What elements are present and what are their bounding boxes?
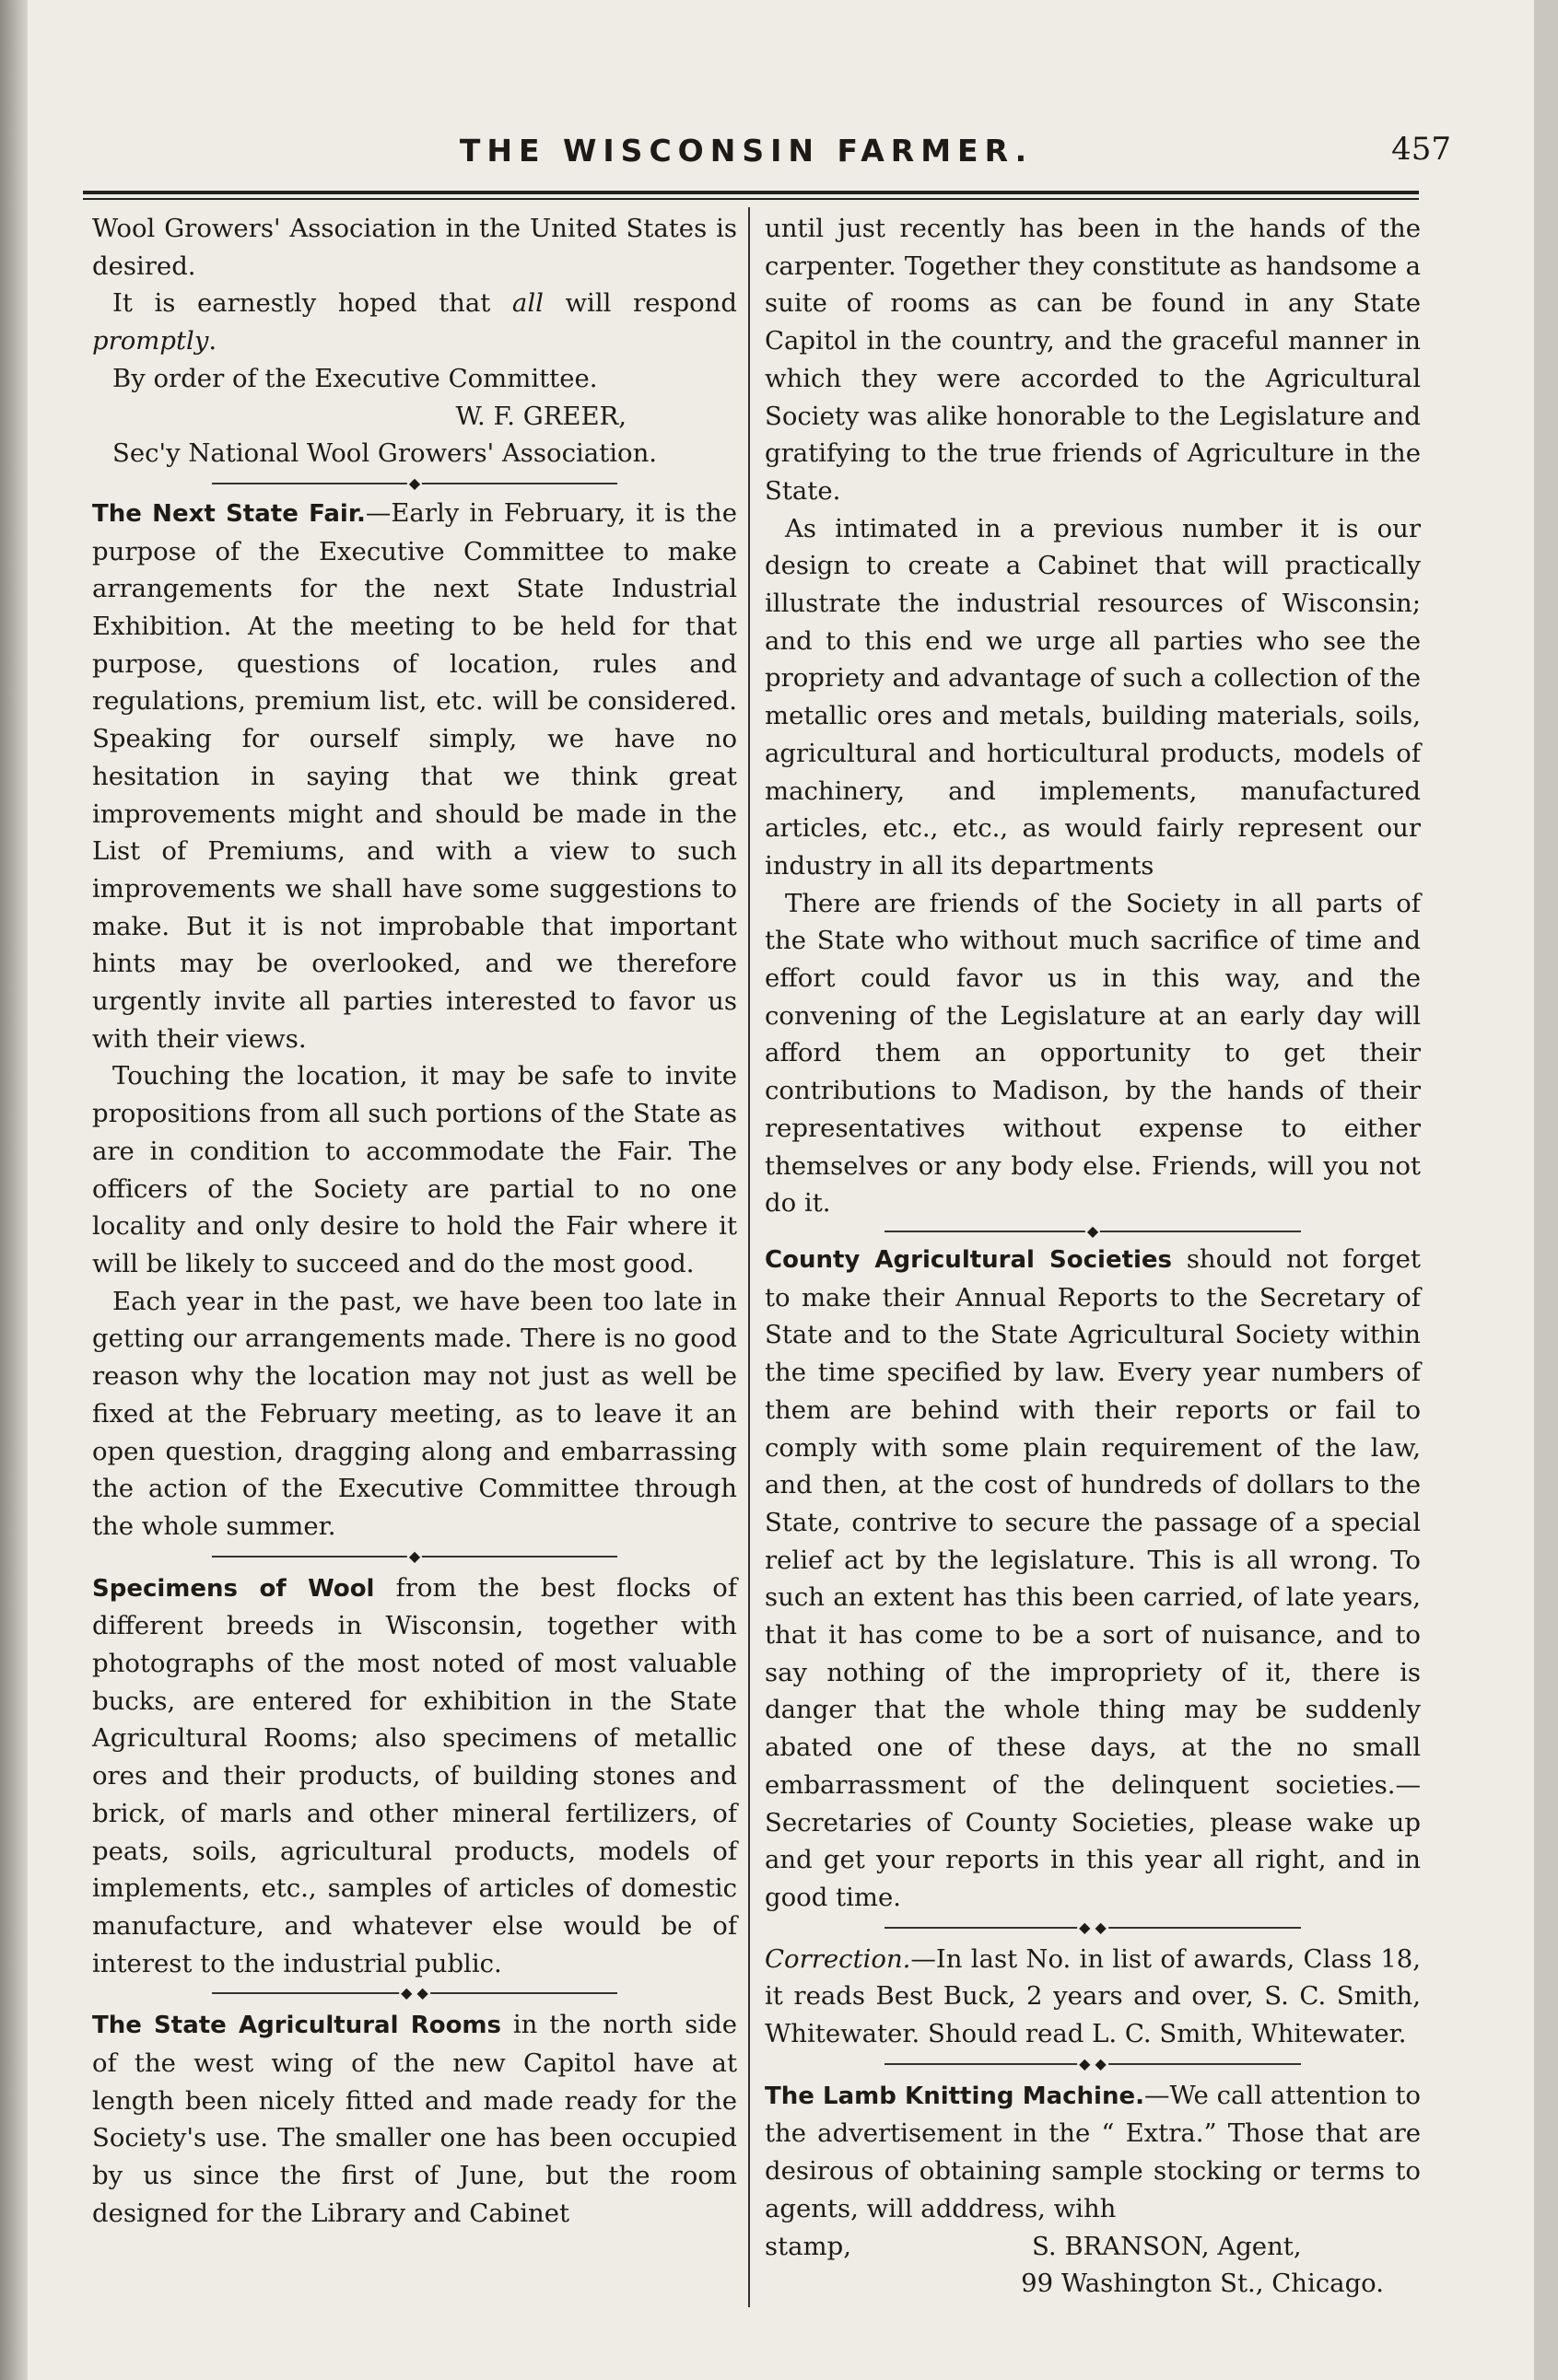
county-societies-article: [765, 1241, 1421, 1917]
correction-heading: Correction.: [765, 1943, 911, 1974]
emphasis-all: all: [511, 288, 544, 319]
wool-association-continuation: Wool Growers' Association in the United States is desired.: [92, 214, 737, 281]
agricultural-rooms-continuation: until just recently has been in the hands of the carpenter. Together they constitute as handsome a suite of rooms as can be found in any State Capitol in the country, and the graceful manner in which they were accorded to the Agricultural Society was alike honorable to the Legislature and gratifying to the true friends of Agriculture in the State.: [765, 214, 1421, 506]
agricultural-rooms-article: [92, 2006, 737, 2232]
masthead-title: THE WISCONSIN FARMER.: [459, 133, 1034, 169]
specimens-of-wool-heading: Specimens of Wool: [92, 1574, 375, 1603]
specimens-of-wool-text: from the best flocks of different breeds in Wisconsin, together with photographs of the most noted of most valuable bucks, are entered for exhibition in the State Agricultural Rooms; also specimens of metallic ores and their products, of building stones and brick, of marls and other mineral fertilizers, of peats, soils, agricultural products, models of implements, etc., samples of articles of domestic manufacture, and whatever else would be of interest to the industrial public.: [92, 1572, 738, 1978]
page-binding-edge: [0, 0, 28, 2380]
separator-ornament: ◆ ◆: [1079, 2054, 1107, 2072]
next-state-fair-text: —Early in February, it is the purpose of the Executive Committee to make arrangements for the next State Industrial Exhibition. At the meeting to be held for that purpose, questions of location, rules and regulations, premium list, etc. will be considered. Speaking for ourself simply, we have no hesitation in saying that we think great improvements might and should be made in the List of Premiums, and with a view to such improvements we shall have some suggestions to make. But it is not improbable that important hints may be overlooked, and we therefore urgently invite all parties interested to favor us with their views.: [92, 497, 737, 1054]
emphasis-promptly: promptly: [92, 326, 209, 356]
agent-address: 99 Washington St., Chicago.: [1021, 2269, 1384, 2299]
separator-ornament: ◆: [1086, 1221, 1099, 1240]
separator-ornament: ◆ ◆: [1079, 1918, 1107, 1936]
lamb-knitting-text: —We call attention to the advertisement in the “ Extra.” Those that are desirous of obtaining sample stocking or terms to agents, will adddress, wihh: [765, 2080, 1421, 2223]
agricultural-rooms-heading: The State Agricultural Rooms: [92, 2012, 502, 2040]
lamb-knitting-article: [765, 2077, 1421, 2228]
section-separator: [92, 1546, 737, 1565]
next-state-fair-heading: The Next State Fair.: [92, 499, 366, 528]
section-separator: [765, 1221, 1421, 1240]
next-state-fair-article: [92, 495, 737, 1058]
section-separator: [92, 473, 737, 492]
left-column: [92, 210, 737, 2233]
each-year-paragraph: Each year in the past, we have been too late in getting our arrangements made. There is no good reason why the location may not just as well be fixed at the February meeting, as to leave it an open question, dragging along and embarrassing the action of the Executive Committee through the whole summer.: [92, 1286, 737, 1541]
county-societies-heading: County Agricultural Societies: [765, 1245, 1173, 1274]
correction-article: [765, 1941, 1421, 2053]
section-separator: [765, 2054, 1421, 2072]
column-divider: [748, 207, 750, 2307]
cabinet-paragraph: As intimated in a previous number it is our design to create a Cabinet that will practically illustrate the industrial resources of Wisconsin; and to this end we urge all parties who see the propriety and advantage of such a collection of the metallic ores and metals, building materials, soils, agricultural and horticultural products, models of machinery, and implements, manufactured articles, etc., etc., as would fairly represent our industry in all its departments: [765, 513, 1421, 881]
stamp-word: stamp,: [765, 2231, 851, 2261]
section-separator: [92, 1986, 737, 2001]
correction-text: —In last No. in list of awards, Class 18, it reads Best Buck, 2 years and over, S. C. Smith, Whitewater. Should read L. C. Smith, Whitewater.: [765, 1943, 1421, 2049]
signature-name: W. F. GREER,: [455, 401, 627, 431]
page-header: [28, 129, 1465, 193]
specimens-of-wool-article: [92, 1569, 737, 1983]
location-paragraph: Touching the location, it may be safe to invite propositions from all such portions of the State as are in condition to accommodate the Fair. The officers of the Society are partial to no one locality and only desire to hold the Fair where it will be likely to succeed and do the most good.: [92, 1061, 737, 1278]
lamb-knitting-signature-line: [765, 2228, 1421, 2266]
newspaper-page: [28, 0, 1534, 2380]
agricultural-rooms-text: in the north side of the west wing of the new Capitol have at length been nicely fitted and made ready for the Society's use. The smaller one has been occupied by us since the first of June, but the room designed for the Library and Cabinet: [92, 2010, 737, 2228]
signature-title: Sec'y National Wool Growers' Association.: [112, 438, 658, 469]
separator-ornament: ◆: [408, 1546, 421, 1565]
county-societies-text: should not forget to make their Annual Reports to the Secretary of State and to the State Agricultural Society within the time specified by law. Every year numbers of them are behind with their reports or fail to comply with some plain requirement of the law, and then, at the cost of hundreds of dollars to the State, contrive to secure the passage of a special relief act by the legislature. This is all wrong. To such an extent has this been carried, of late years, that it has come to be a sort of nuisance, and to say nothing of the impropriety of it, there is danger that the whole thing may be suddenly abated one of these days, at the no small embarrassment of the delinquent societies.—Secretaries of County Societies, please wake up and get your reports in this year all right, and in good time.: [765, 1243, 1421, 1912]
respond-paragraph: It is earnestly hoped that all will respond promptly.: [92, 288, 737, 356]
order-line: By order of the Executive Committee.: [112, 363, 598, 393]
lamb-knitting-heading: The Lamb Knitting Machine.: [765, 2082, 1144, 2110]
section-separator: [765, 1920, 1421, 1935]
header-rule-thick: [83, 191, 1419, 194]
friends-paragraph: There are friends of the Society in all parts of the State who without much sacrifice of time and effort could favor us in this way, and the convening of the Legislature at an early day will afford them an opportunity to get their contributions to Madison, by the hands of their representatives without expense to either themselves or any body else. Friends, will you not do it.: [765, 888, 1421, 1219]
separator-ornament: ◆ ◆: [401, 1984, 428, 2002]
agent-name: S. BRANSON, Agent,: [1032, 2231, 1302, 2261]
right-column: [765, 210, 1421, 2303]
separator-ornament: ◆: [408, 473, 421, 492]
page-number: 457: [1391, 131, 1451, 168]
header-rule-thin: [83, 198, 1419, 200]
